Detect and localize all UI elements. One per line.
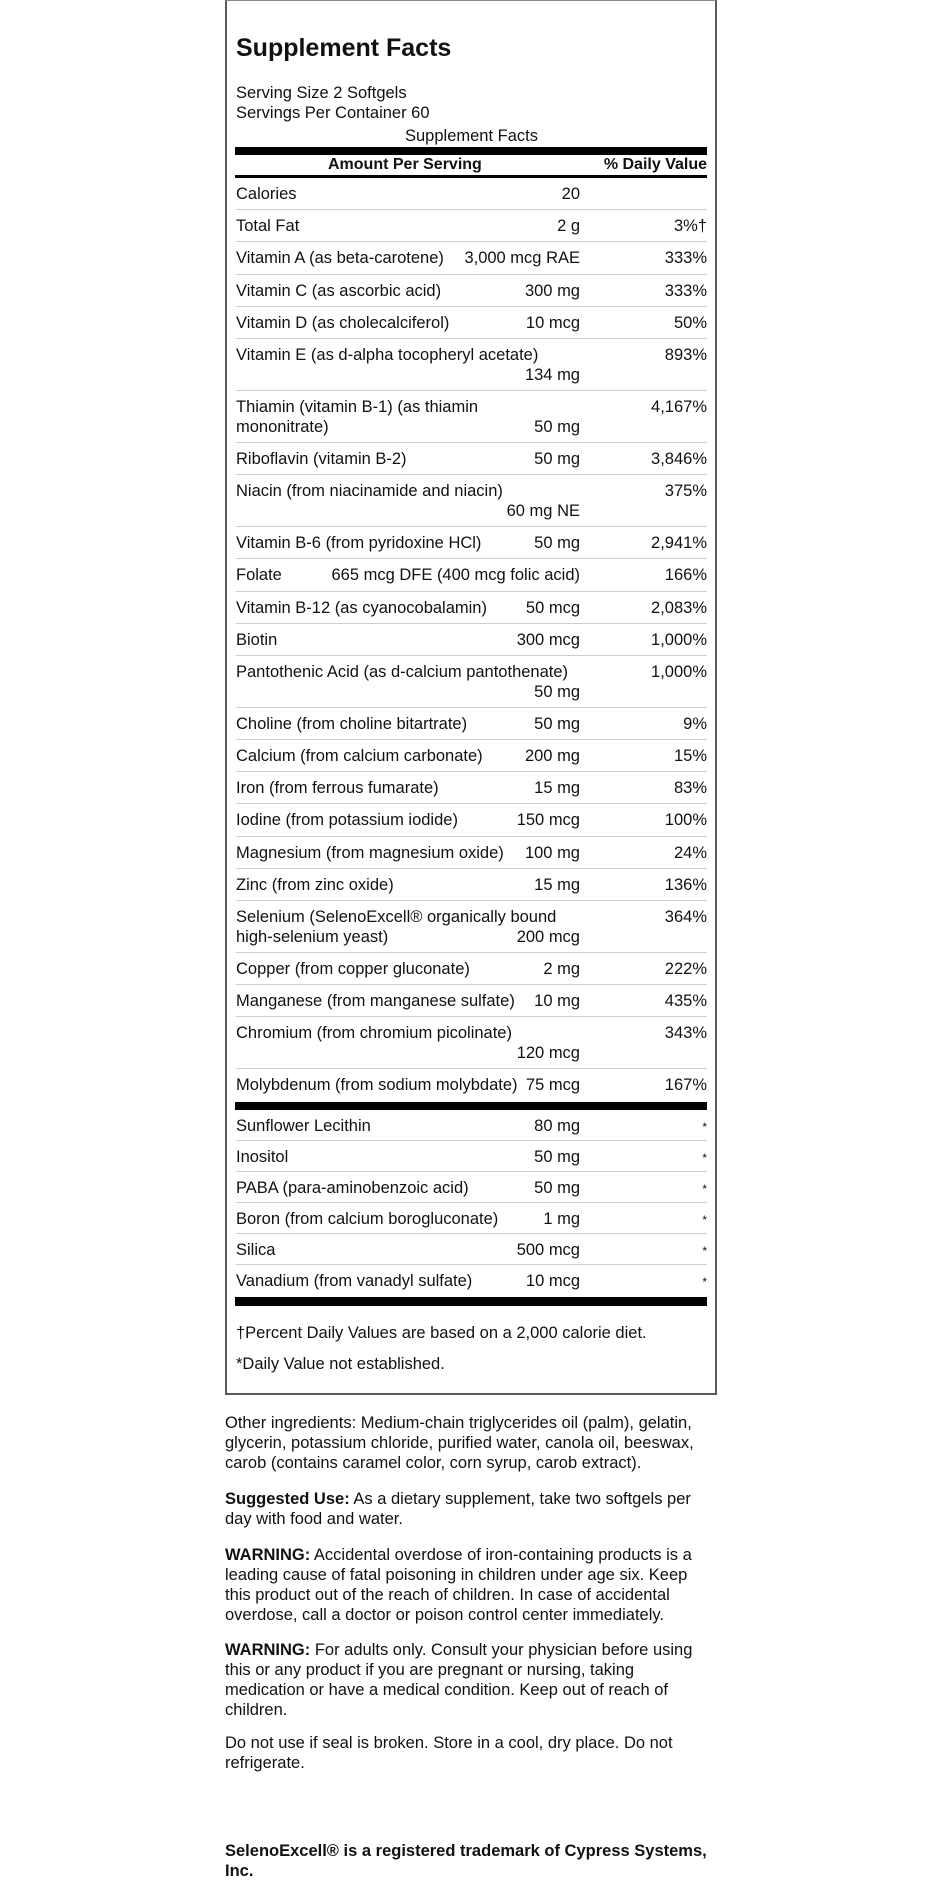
other-nutrient-list	[236, 1110, 707, 1296]
serving-size: Serving Size 2 Softgels	[236, 84, 407, 102]
warning-text: Accidental overdose of iron-containing products is a leading cause of fatal poisoning in children under age six. Keep this product out of the reach of children. In case of accidental overdose, call a doctor or poison control center immediately.	[225, 1546, 692, 1624]
nutrient-name: Calcium (from calcium carbonate)	[236, 747, 483, 766]
storage-instructions: Do not use if seal is broken. Store in a cool, dry place. Do not refrigerate.	[225, 1734, 673, 1772]
nutrient-name: Thiamin (vitamin B-1) (as thiamin mononitrate)	[236, 397, 479, 436]
nutrient-row	[236, 1172, 707, 1203]
nutrient-row	[236, 869, 707, 901]
nutrient-row	[236, 592, 707, 624]
nutrient-daily-value: 3%†	[673, 217, 707, 236]
nutrient-daily-value: 167%	[664, 1076, 707, 1095]
nutrient-row	[236, 275, 707, 307]
nutrient-row	[236, 1017, 707, 1069]
header-amount: Amount Per Serving	[328, 156, 482, 173]
servings-per-container: Servings Per Container 60	[236, 104, 430, 122]
nutrient-row	[236, 1069, 707, 1101]
nutrient-name: Silica	[236, 1240, 276, 1259]
adult-warning	[225, 1640, 715, 1720]
nutrient-daily-value: 24%	[673, 843, 707, 862]
nutrient-name: Vitamin C (as ascorbic acid)	[236, 281, 442, 300]
nutrient-daily-value: 364%	[664, 908, 707, 926]
nutrient-daily-value: *	[702, 1150, 707, 1165]
nutrient-amount: 50 mcg	[525, 598, 580, 617]
nutrient-row	[236, 307, 707, 339]
warning-label: WARNING:	[225, 1546, 311, 1564]
trademark-notice: SelenoExcell® is a registered trademark of Cypress Systems, Inc.	[225, 1842, 707, 1880]
nutrient-amount: 665 mcg DFE (400 mcg folic acid)	[331, 566, 580, 585]
nutrient-amount: 20	[561, 185, 580, 203]
nutrient-name: Zinc (from zinc oxide)	[236, 875, 394, 894]
nutrient-daily-value: *	[702, 1212, 707, 1227]
nutrient-amount: 15 mg	[534, 875, 580, 894]
nutrient-name: Niacin (from niacinamide and niacin)	[236, 482, 503, 501]
nutrient-name: Molybdenum (from sodium molybdate)	[236, 1076, 518, 1095]
nutrient-daily-value: 50%	[673, 313, 707, 332]
nutrient-daily-value: *	[702, 1274, 707, 1289]
nutrient-daily-value: 343%	[664, 1024, 707, 1043]
nutrient-row	[236, 443, 707, 475]
suggested-use-text: As a dietary supplement, take two softgels per day with food and water.	[225, 1490, 691, 1528]
nutrient-row	[236, 559, 707, 591]
nutrient-row	[236, 1141, 707, 1172]
nutrient-daily-value: 166%	[664, 566, 707, 585]
nutrient-name: Riboflavin (vitamin B-2)	[236, 449, 407, 468]
nutrient-amount: 300 mcg	[516, 630, 580, 649]
suggested-use	[225, 1489, 715, 1529]
nutrient-name: Pantothenic Acid (as d-calcium pantothenate)	[236, 662, 569, 681]
nutrient-daily-value: *	[702, 1243, 707, 1258]
nutrient-name: Vitamin E (as d-alpha tocopheryl acetate)	[236, 345, 539, 364]
nutrient-row	[236, 1234, 707, 1265]
footnote-star: *Daily Value not established.	[236, 1355, 445, 1373]
nutrient-amount: 50 mg	[534, 417, 580, 436]
nutrient-amount: 134 mg	[524, 365, 580, 384]
panel-title: Supplement Facts	[236, 34, 452, 62]
nutrient-name: Chromium (from chromium picolinate)	[236, 1024, 512, 1043]
nutrient-daily-value: 9%	[683, 714, 707, 733]
nutrient-name: Folate	[236, 566, 282, 585]
divider-thick	[235, 1297, 707, 1306]
nutrient-row	[236, 1265, 707, 1296]
nutrient-daily-value: 3,846%	[651, 449, 707, 468]
nutrient-daily-value: 1,000%	[651, 662, 707, 681]
nutrient-row	[236, 953, 707, 985]
nutrient-daily-value: 333%	[664, 281, 707, 300]
divider-thick	[235, 1102, 707, 1110]
nutrient-row	[236, 624, 707, 656]
divider-thick	[235, 147, 707, 155]
nutrient-daily-value: 333%	[664, 249, 707, 268]
nutrient-row	[236, 1203, 707, 1234]
nutrient-daily-value: 136%	[664, 875, 707, 894]
nutrient-row	[236, 772, 707, 804]
nutrient-row	[236, 391, 707, 443]
nutrient-name: Vanadium (from vanadyl sulfate)	[236, 1271, 473, 1290]
table-header	[236, 156, 707, 176]
nutrient-name: Vitamin B-6 (from pyridoxine HCl)	[236, 534, 482, 553]
nutrient-row	[236, 210, 707, 242]
nutrient-name: Vitamin B-12 (as cyanocobalamin)	[236, 598, 487, 617]
nutrient-name: Biotin	[236, 630, 278, 649]
nutrient-daily-value: 893%	[664, 345, 707, 364]
nutrient-amount: 2 g	[557, 217, 580, 236]
nutrient-daily-value: 2,941%	[651, 534, 707, 553]
nutrient-amount: 75 mcg	[525, 1076, 580, 1095]
nutrient-row	[236, 1110, 707, 1141]
nutrient-amount: 300 mg	[524, 281, 580, 300]
table-caption: Supplement Facts	[405, 127, 538, 145]
header-daily-value: % Daily Value	[603, 156, 707, 173]
nutrient-daily-value: *	[702, 1119, 707, 1134]
nutrient-amount: 50 mg	[534, 682, 580, 701]
nutrient-row	[236, 740, 707, 772]
nutrient-row	[236, 985, 707, 1017]
nutrient-row	[236, 339, 707, 391]
nutrient-amount: 80 mg	[534, 1116, 580, 1135]
nutrient-daily-value: 4,167%	[651, 397, 707, 416]
nutrient-name: Calories	[236, 185, 297, 203]
nutrient-amount: 50 mg	[534, 449, 580, 468]
nutrient-amount: 120 mcg	[516, 1044, 580, 1063]
iron-warning	[225, 1545, 715, 1625]
nutrient-name: Choline (from choline bitartrate)	[236, 714, 468, 733]
nutrient-amount: 60 mg NE	[506, 502, 580, 521]
nutrient-daily-value: 15%	[673, 747, 707, 766]
nutrient-amount: 50 mg	[534, 714, 580, 733]
warning-label: WARNING:	[225, 1641, 311, 1659]
nutrient-amount: 150 mcg	[516, 811, 580, 830]
nutrient-daily-value: 435%	[664, 992, 707, 1011]
nutrient-amount: 15 mg	[534, 779, 580, 798]
nutrient-name: Sunflower Lecithin	[236, 1116, 371, 1135]
nutrient-amount: 10 mcg	[525, 313, 580, 332]
nutrient-amount: 100 mg	[524, 843, 580, 862]
nutrient-name: Selenium (SelenoExcell® organically bound high-selenium yeast)	[236, 908, 557, 946]
nutrient-daily-value: *	[702, 1181, 707, 1196]
nutrient-row	[236, 475, 707, 527]
nutrient-name: Vitamin A (as beta-carotene)	[236, 249, 444, 268]
nutrient-list	[236, 178, 707, 1102]
nutrient-amount: 50 mg	[534, 534, 580, 553]
nutrient-daily-value: 83%	[673, 779, 707, 798]
nutrient-amount: 1 mg	[543, 1209, 580, 1228]
nutrient-row	[236, 804, 707, 836]
nutrient-name: Total Fat	[236, 217, 300, 236]
nutrient-amount: 200 mg	[524, 747, 580, 766]
nutrient-daily-value: 2,083%	[651, 598, 707, 617]
footnote-dagger: †Percent Daily Values are based on a 2,000 calorie diet.	[236, 1324, 647, 1342]
warning-text: For adults only. Consult your physician before using this or any product if you are pregnant or nursing, taking medication or have a medical condition. Keep out of reach of children.	[225, 1641, 693, 1719]
nutrient-name: Magnesium (from magnesium oxide)	[236, 843, 504, 862]
nutrient-name: Inositol	[236, 1147, 289, 1166]
nutrient-row	[236, 656, 707, 708]
nutrient-daily-value: 375%	[664, 482, 707, 501]
nutrient-amount: 500 mcg	[516, 1240, 580, 1259]
nutrient-amount: 10 mg	[534, 992, 580, 1011]
nutrient-row	[236, 708, 707, 740]
nutrient-name: PABA (para-aminobenzoic acid)	[236, 1178, 469, 1197]
nutrient-row	[236, 242, 707, 274]
nutrient-amount: 50 mg	[534, 1178, 580, 1197]
nutrient-row	[236, 178, 707, 210]
nutrient-name: Copper (from copper gluconate)	[236, 960, 470, 978]
nutrient-amount: 3,000 mcg RAE	[464, 249, 580, 268]
nutrient-daily-value: 100%	[664, 811, 707, 830]
nutrient-row	[236, 837, 707, 869]
nutrient-row	[236, 901, 707, 953]
nutrient-name: Vitamin D (as cholecalciferol)	[236, 313, 450, 332]
nutrient-amount: 2 mg	[543, 960, 580, 978]
nutrient-daily-value: 1,000%	[651, 630, 707, 649]
suggested-use-label: Suggested Use:	[225, 1490, 350, 1508]
nutrient-daily-value: 222%	[664, 960, 707, 978]
nutrient-name: Manganese (from manganese sulfate)	[236, 992, 515, 1011]
nutrient-name: Iodine (from potassium iodide)	[236, 811, 458, 830]
serving-info	[236, 83, 430, 123]
nutrient-amount: 50 mg	[534, 1147, 580, 1166]
nutrient-row	[236, 527, 707, 559]
nutrient-name: Boron (from calcium borogluconate)	[236, 1209, 499, 1228]
nutrient-amount: 10 mcg	[525, 1271, 580, 1290]
other-ingredients: Other ingredients: Medium-chain triglycerides oil (palm), gelatin, glycerin, potassium chloride, purified water, canola oil, beeswax, carob (contains caramel color, corn syrup, carob extract).	[225, 1414, 694, 1472]
nutrient-name: Iron (from ferrous fumarate)	[236, 779, 439, 798]
nutrient-amount: 200 mcg	[516, 928, 580, 946]
